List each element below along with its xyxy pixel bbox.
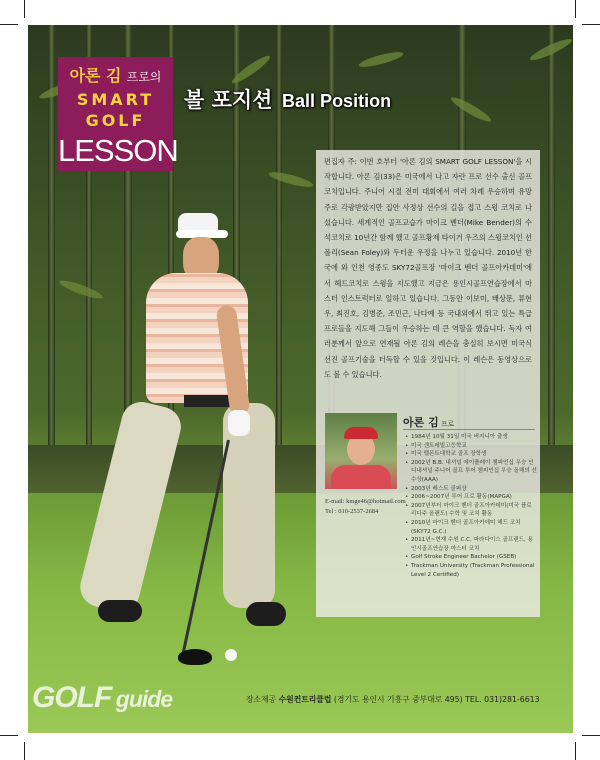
credit-tel: TEL. 031)281-6613 [465, 695, 540, 704]
crop-mark-br-v [575, 742, 576, 760]
career-item: • 2011년~현재 수원 C.C, 파라다이스 골프랜드, 용인시골프연습장 마스터 코치 [405, 536, 537, 553]
career-item: • 2006~2007년 투어 프로 활동(MAPGA) [405, 493, 537, 502]
badge-header [58, 63, 173, 86]
profile-name-text: 아론 김 [403, 416, 439, 429]
contact-tel: Tel : 010-2537-2684 [325, 508, 379, 515]
career-item: • Golf Stroke Engineer Bachelor (GSEB) [405, 553, 537, 562]
crop-mark-bl-h [0, 735, 18, 736]
article-heading [184, 84, 391, 114]
credit-address: (경기도 용인시 기흥구 중부대로 495) [333, 695, 463, 704]
crop-mark-tl-v [24, 0, 25, 18]
logo-golf: GOLF [32, 681, 112, 714]
career-item: • 1984년 10월 31일 미국 버지니아 출생 [405, 433, 537, 442]
career-list [405, 433, 537, 579]
badge-smart: SMART [76, 90, 155, 109]
career-item: • 2003년 베스트 골퍼상 [405, 485, 537, 494]
crop-mark-bl-v [24, 742, 25, 760]
career-item: • 2002년 B.B. 내셔널 에이플레이 챔피언십 우승 인디내셔널 주니어 골프 투어 챔피언십 우승 올해의 선수상(AAA) [405, 459, 537, 485]
badge-name: 아론 김 [69, 66, 122, 85]
contact-info [325, 497, 406, 517]
golfguide-logo [32, 681, 172, 715]
career-item: • 2007년부터 마이크 벤더 골프아카데미(미국 플로리다주 올랜도) 수학 및 코치 활동 [405, 502, 537, 519]
profile-photo [325, 413, 397, 489]
badge-golf: GOLF [85, 111, 146, 130]
intro-paragraph: 편집자 주: 이번 호부터 '아론 김의 SMART GOLF LESSON'을 시작합니다. 아론 김(33)은 미국에서 나고 자란 프로 선수 출신 골프코치입니다. 주니어 시절 전미 대회에서 여러 차례 우승하며 유망주로 각광받았지만 집안 사정상 선수의 길을 접고 스윙 코치로 나섰습니다. 세계적인 골프교습가 마이크 벤더(Mike Bender)의 수석코치로 10년간 함께 했고 골프황제 타이거 우즈의 스윙코치인 션 폴리(Sean Foley)와 두터운 우정을 나누고 있습니다. 2010년 한국에 와 인천 영종도 SKY72골프장 '마이크 벤더 골프아카데미'에서 헤드코치로 스윙을 지도했고 지금은 용인시골프연습장에서 마스터 인스트럭터로 일하고 있습니다. 그동안 이보미, 배상문, 류현우, 최진호, 김병준, 조민근, 나다예 등 국내외에서 뛰고 있는 특급 프로들을 지도해 그들이 우승하는 데 큰 역할을 했습니다. 독자 여러분께서 앞으로 연재될 아론 김의 레슨을 충실히 보시면 미국식 선진 골프기술을 터득할 수 있을 것입니다. 이 레슨은 동영상으로도 볼 수 있습니다. [324, 157, 532, 379]
badge-pro: 프로의 [126, 70, 162, 84]
venue-credit [246, 694, 540, 705]
crop-mark-tr-v [575, 0, 576, 18]
heading-english: Ball Position [282, 91, 392, 111]
crop-mark-tr-h [582, 24, 600, 25]
career-item: • 2010년 마이크 벤더 골프아카데미 헤드 코치(SKY72 G.C.) [405, 519, 537, 536]
crop-mark-tl-h [0, 24, 18, 25]
logo-guide: guide [115, 686, 173, 712]
career-item: • 미국 센트레빌고등학교 [405, 442, 537, 451]
crop-mark-br-h [582, 735, 600, 736]
profile-name [403, 414, 454, 430]
badge-lesson: LESSON [58, 133, 178, 168]
credit-prefix: 장소제공 [246, 695, 277, 704]
lesson-badge [58, 57, 178, 171]
career-item: • Trackman University (Trackman Professional Level 2 Certified) [405, 562, 537, 579]
profile-divider [403, 429, 535, 430]
heading-korean: 볼 포지션 [184, 88, 273, 112]
career-item: • 미국 펠몬트대학교 골프 장학생 [405, 450, 537, 459]
credit-club: 수원컨트리클럽 [278, 695, 332, 704]
contact-email: E-mail: kmge46@hotmail.com [325, 498, 406, 505]
profile-title: 프로 [440, 420, 455, 428]
